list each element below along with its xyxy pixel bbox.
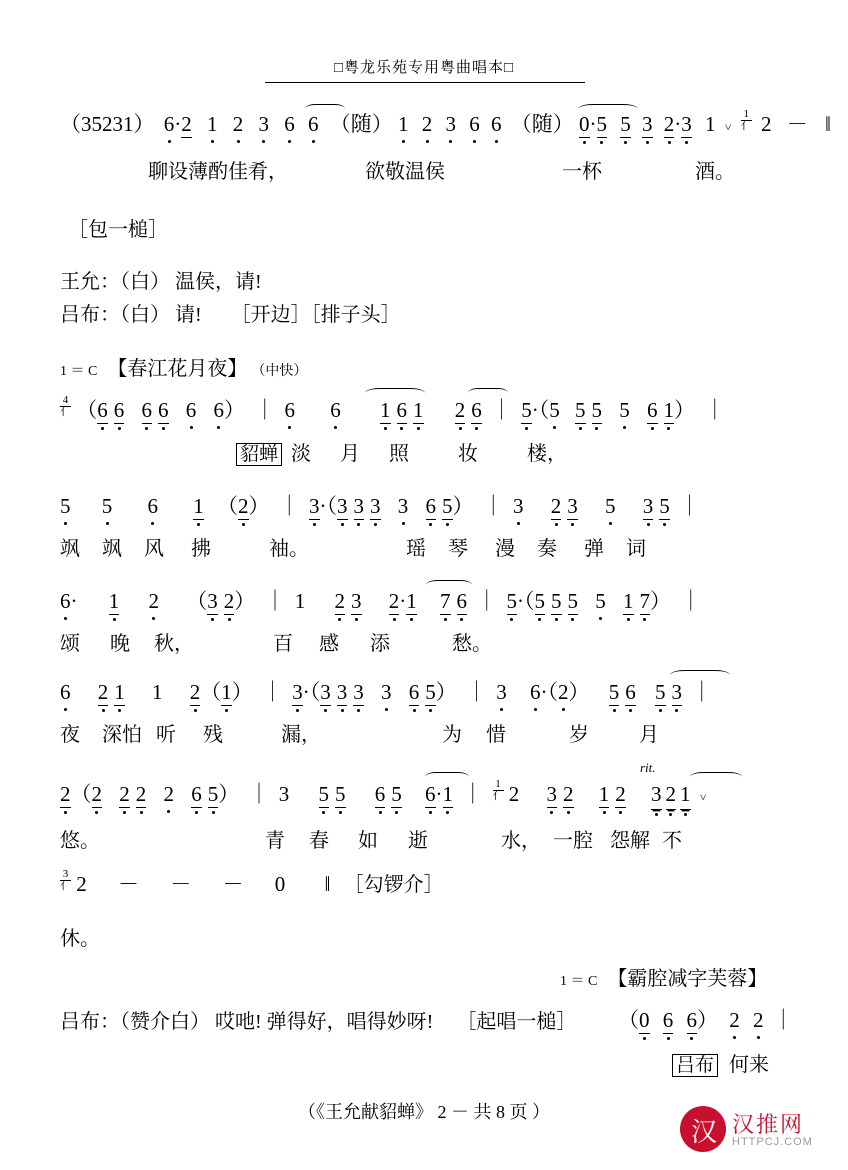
dialog-3-speaker: 吕布：（赞介白） <box>60 1011 210 1033</box>
key-2-key: 1 ＝ C <box>560 974 598 989</box>
dialog-line-3 <box>60 1005 576 1034</box>
stave-4-notes: 6 2 1 1 2（1） ｜ 3·（3 3 3 3 6 5） ｜ 3 6·（2） 5 6 5 3 ｜ <box>60 680 713 704</box>
stave-3-notes: 6· 1 2 （3 2） ｜ 1 2 3 2·1 7 6 ｜ 5·（5 5 5 5 1 7） ｜ <box>60 589 702 613</box>
stave-5-notes: 2（2 2 2 2 6 5） ｜ 3 5 5 6 5 6·1 ｜ $\frac{1}{\text{亻}}$ 2 3 2 1 2 3 2 1 ˅ <box>60 778 707 808</box>
dialog-2-cues: ［开边］［排子头］ <box>230 304 401 326</box>
header-title: □粤龙乐苑专用粤曲唱本□ <box>333 60 515 76</box>
logo-circle-icon <box>680 1106 726 1152</box>
dialog-line-1 <box>60 265 262 294</box>
stave-4-lyrics: 夜 深怕 听 残 漏， 为 惜 岁 月 <box>60 724 659 746</box>
logo-url: HTTPCJ.COM <box>732 1136 813 1148</box>
key-1-key: 1 ＝ C <box>60 364 98 379</box>
tie-mark <box>425 772 469 782</box>
last-lyric-text: 何来 <box>729 1054 770 1076</box>
key-1-tune: 【春江花月夜】 <box>107 358 248 380</box>
tie-mark <box>426 580 472 590</box>
stave-0-lyrics-mid: 欲敬温侯 <box>365 161 445 183</box>
tie-mark <box>578 104 638 114</box>
dialog-3-text: 哎吔! 弹得好，唱得妙呀! <box>215 1011 434 1033</box>
dialog-1-text: 温侯，请! <box>175 271 262 293</box>
page-footer: （《王允献貂蝉》 2 － 共 8 页 ） <box>298 1102 550 1122</box>
dialog-line-2 <box>60 298 401 327</box>
dialog-2-speaker: 吕布：（白） <box>60 304 170 326</box>
stave-6-lyrics: 休。 <box>60 928 100 950</box>
tie-mark <box>690 772 742 782</box>
stave-2-lyrics: 飒 飒 风 拂 袖。 瑶 琴 漫 奏 弹 词 <box>60 538 646 560</box>
tie-mark <box>365 388 425 398</box>
tempo-mark-rit: rit. <box>640 760 656 775</box>
stave-0-notes: （35231） 6·2 1 2 3 6 6 （随） 1 2 3 6 6 （随） 0·5 5 3 2·3 1 ˅ $\frac{1}{\text{亻}}$ 2 － ‖ <box>60 108 831 136</box>
logo-name: 汉推网 <box>732 1112 805 1137</box>
stave-1-notes: $\frac{4}{\text{亻}}$ （6 6 6 6 6 6） ｜ 6 6 1 6 1 2 6 ｜ 5·（5 5 5 5 6 1） ｜ <box>60 394 726 422</box>
stave-0-lyrics-r2: 酒。 <box>695 161 735 183</box>
last-lyric-line <box>672 1048 769 1077</box>
logo-char: 汉 <box>691 1118 718 1148</box>
role-label-diaochan: 貂蝉 <box>236 443 282 466</box>
role-label-lvbu: 吕布 <box>672 1054 718 1077</box>
key-2-tune: 【霸腔减字芙蓉】 <box>607 968 768 990</box>
tie-mark <box>670 670 730 680</box>
stave-6-notes: $\frac{3}{\text{亻}}$ 2 － － － 0 ‖ ［勾锣介］ <box>60 868 444 896</box>
cue-bao-yi-chui: ［包一槌］ <box>68 219 168 241</box>
stave-0-lyrics-r1: 一杯 <box>562 161 602 183</box>
stave-2-notes: 5 5 6 1 （2） ｜ 3·（3 3 3 3 6 5） ｜ 3 2 3 5 3 5 ｜ <box>60 494 700 518</box>
key-signature-1 <box>60 352 307 381</box>
stave-5-lyrics: 悠。 青 春 如 逝 水， 一腔 怨解 不 <box>60 830 682 852</box>
key-1-tempo: （中快） <box>251 364 308 379</box>
key-signature-2 <box>560 962 767 991</box>
dialog-2-text: 请! <box>175 304 202 326</box>
header-rule <box>265 82 585 83</box>
stave-0-lyrics-left: 聊设薄酌佳肴， <box>148 161 288 183</box>
watermark-logo <box>680 1102 830 1160</box>
stave-3-lyrics: 颂 晚 秋， 百 感 添 愁。 <box>60 633 492 655</box>
dialog-3-notes: （0 6 6） 2 2 ｜ <box>618 1008 794 1032</box>
dialog-3-cue: ［起唱一槌］ <box>456 1011 577 1033</box>
page-header <box>0 56 848 77</box>
stave-1-lyrics: 貂蝉 淡 月 照 妆 楼， <box>236 437 567 466</box>
stave-0-prefix: （35231） <box>60 112 155 136</box>
dialog-1-speaker: 王允：（白） <box>60 271 170 293</box>
tie-mark <box>468 388 508 398</box>
tie-mark <box>305 104 345 114</box>
